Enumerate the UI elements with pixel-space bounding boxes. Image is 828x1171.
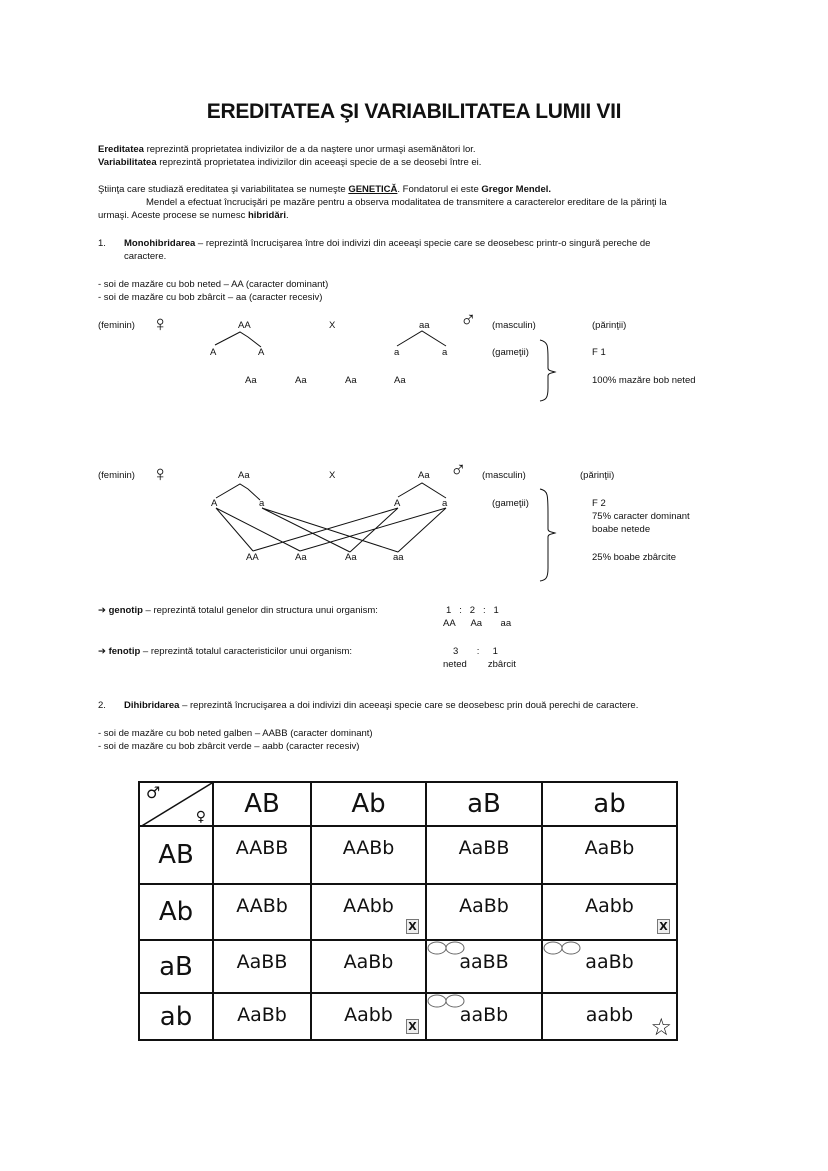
gamete: a — [442, 498, 448, 509]
gamete: A — [258, 347, 265, 358]
female-icon: ♀ — [152, 461, 169, 486]
text: . Fondatorul ei este — [397, 184, 482, 195]
genotype: aaBb — [459, 1004, 509, 1026]
branch-line — [397, 331, 446, 346]
offspring: aa — [393, 552, 404, 563]
table-row — [139, 993, 677, 1040]
genotype-cell — [542, 884, 677, 940]
male-icon: ♂ — [460, 307, 477, 332]
column-header: aB — [426, 782, 542, 826]
parent-male: Aa — [418, 470, 430, 481]
genotype: AABB — [235, 837, 289, 859]
genotype-cell — [542, 993, 677, 1040]
genotype: Aabb — [585, 895, 634, 917]
genotype-cell — [542, 826, 677, 884]
arrow-icon: ➔ — [98, 605, 106, 616]
text: urmaşi. Aceste procese se numesc — [98, 210, 248, 221]
cross-sign: X — [329, 320, 336, 331]
page-title: EREDITATEA ŞI VARIABILITATEA LUMII VII — [206, 100, 622, 123]
column-header: AB — [213, 782, 311, 826]
genotype: AAbb — [343, 895, 394, 917]
female-icon: ♀ — [195, 809, 206, 825]
offspring: Aa — [245, 375, 257, 386]
genotype-cell — [426, 826, 542, 884]
term: fenotip — [108, 646, 141, 657]
male-icon: ♂ — [450, 457, 467, 482]
genotype-cell — [542, 940, 677, 993]
table-row — [139, 884, 677, 940]
offspring: Aa — [295, 375, 307, 386]
row-header: aB — [139, 940, 213, 993]
genotype-cell — [311, 884, 426, 940]
generation-f2: F 2 — [592, 498, 606, 509]
fenotip-types: neted zbârcit — [443, 659, 516, 670]
fenotip-definition — [98, 646, 352, 657]
genotype: AaBb — [584, 837, 635, 859]
genotype: aaBB — [459, 951, 509, 973]
term: Dihibridarea — [124, 700, 180, 711]
founder: Gregor Mendel. — [481, 184, 552, 195]
x-mark-icon: X — [406, 1019, 419, 1034]
genotype: AaBB — [458, 837, 510, 859]
parent-female: AA — [238, 320, 251, 331]
f2-result-3: 25% boabe zbârcite — [592, 552, 676, 563]
offspring: Aa — [295, 552, 307, 563]
genotype: AaBb — [343, 951, 394, 973]
term: GENETICĂ — [348, 184, 398, 195]
branch-line — [398, 483, 446, 498]
genotype: AaBb — [237, 1004, 287, 1026]
definition: – reprezintă totalul caracteristicilor unui organism: — [140, 646, 353, 657]
label-masculin: (masculin) — [492, 320, 536, 331]
label-parinti: (părinţii) — [580, 470, 615, 481]
text: . — [285, 210, 289, 221]
term: Monohibridarea — [124, 238, 196, 249]
f2-result-1: 75% caracter dominant — [592, 511, 690, 522]
row-header: Ab — [139, 884, 213, 940]
table-row — [139, 940, 677, 993]
row-header: AB — [139, 826, 213, 884]
star-icon: ☆ — [650, 1013, 672, 1041]
soi-2: - soi de mazăre cu bob zbârcit verde – aabb (caracter recesiv) — [98, 741, 360, 752]
parent-male: aa — [419, 320, 430, 331]
label-parinti: (părinţii) — [592, 320, 627, 331]
male-icon: ♂ — [146, 783, 161, 802]
gamete: a — [259, 498, 265, 509]
term: genotip — [108, 605, 143, 616]
parent-female: Aa — [238, 470, 250, 481]
double-circle-icon — [543, 941, 581, 955]
soi-1: - soi de mazăre cu bob neted – AA (caracter dominant) — [98, 279, 329, 290]
offspring: Aa — [345, 552, 357, 563]
genotype: Aabb — [344, 1004, 393, 1026]
female-icon: ♀ — [152, 311, 169, 336]
generation-f1: F 1 — [592, 347, 606, 358]
branch-line — [216, 484, 260, 500]
term: Ereditatea — [98, 144, 144, 155]
gamete: A — [211, 498, 218, 509]
genotype-cell — [213, 826, 311, 884]
term: Variabilitatea — [98, 157, 157, 168]
genotype-cell — [426, 940, 542, 993]
cross-sign: X — [329, 470, 336, 481]
label-feminin: (feminin) — [98, 470, 135, 481]
definition: – reprezintă totalul genelor din structura unui organism: — [142, 605, 378, 616]
column-header: Ab — [311, 782, 426, 826]
genotype: AaBb — [459, 895, 509, 917]
text: Ştiinţa care studiază ereditatea şi variabilitatea se numeşte — [98, 184, 349, 195]
genotype-cell — [311, 826, 426, 884]
column-header: ab — [542, 782, 677, 826]
corner-cell — [139, 782, 213, 826]
term: hibridări — [247, 210, 286, 221]
genotype-cell — [311, 993, 426, 1040]
soi-2: - soi de mazăre cu bob zbârcit – aa (caracter recesiv) — [98, 292, 323, 303]
genotip-definition — [98, 605, 378, 616]
genotype: AABb — [342, 837, 395, 859]
gamete: a — [394, 347, 400, 358]
genotype-cell — [213, 993, 311, 1040]
row-header: ab — [139, 993, 213, 1040]
punnett-square — [138, 781, 678, 1041]
label-masculin: (masculin) — [482, 470, 526, 481]
soi-1: - soi de mazăre cu bob neted galben – AABB (caracter dominant) — [98, 728, 373, 739]
cross-line — [216, 508, 446, 552]
fenotip-ratio: 3 : 1 — [453, 646, 498, 657]
definition: reprezintă proprietatea indivizilor de a da naştere unor urmaşi asemănători lor. — [143, 144, 476, 155]
label-feminin: (feminin) — [98, 320, 135, 331]
definition: – reprezintă încrucişarea între doi indivizi din aceeaşi specie care se deosebesc printr-o singură pereche de — [195, 238, 651, 249]
offspring: Aa — [345, 375, 357, 386]
section-number: 2. — [98, 700, 106, 711]
genotype: aaBb — [585, 951, 634, 973]
x-mark-icon: X — [406, 919, 419, 934]
offspring: AA — [246, 552, 259, 563]
section-line2: caractere. — [124, 251, 167, 262]
definition: – reprezintă încrucişarea a doi indivizi din aceeaşi specie care se deosebesc prin două perechi de caractere. — [179, 700, 639, 711]
table-row — [139, 826, 677, 884]
gamete: A — [210, 347, 217, 358]
genotype-cell — [311, 940, 426, 993]
gamete: a — [442, 347, 448, 358]
brace-icon — [540, 489, 555, 581]
genotype: AaBB — [236, 951, 288, 973]
label-gameti: (gameţii) — [492, 498, 529, 509]
branch-line — [215, 332, 261, 347]
genotip-ratio: 1 : 2 : 1 — [446, 605, 499, 616]
genotype: AABb — [236, 895, 288, 917]
f2-result-2: boabe netede — [592, 524, 651, 535]
genotype-cell — [426, 884, 542, 940]
genotype-cell — [213, 884, 311, 940]
double-circle-icon — [427, 941, 465, 955]
gamete: A — [394, 498, 401, 509]
section-dihibridare — [124, 700, 638, 711]
genotype: aabb — [585, 1004, 634, 1026]
f1-result: 100% mazăre bob neted — [592, 375, 696, 386]
definition: reprezintă proprietatea indivizilor din aceeaşi specie de a se deosebi între ei. — [156, 157, 482, 168]
offspring: Aa — [394, 375, 406, 386]
x-mark-icon: X — [657, 919, 670, 934]
brace-icon — [540, 340, 555, 401]
paragraph-mendel-1: Mendel a efectuat încrucişări pe mazăre pentru a observa modalitatea de transmitere a caracterelor ereditare de la părinţi la — [146, 197, 667, 208]
genotype-cell — [213, 940, 311, 993]
arrow-icon: ➔ — [98, 646, 106, 657]
genotype-cell — [426, 993, 542, 1040]
double-circle-icon — [427, 994, 465, 1008]
label-gameti: (gameţii) — [492, 347, 529, 358]
section-number: 1. — [98, 238, 106, 249]
genotip-types: AA Aa aa — [443, 618, 512, 629]
